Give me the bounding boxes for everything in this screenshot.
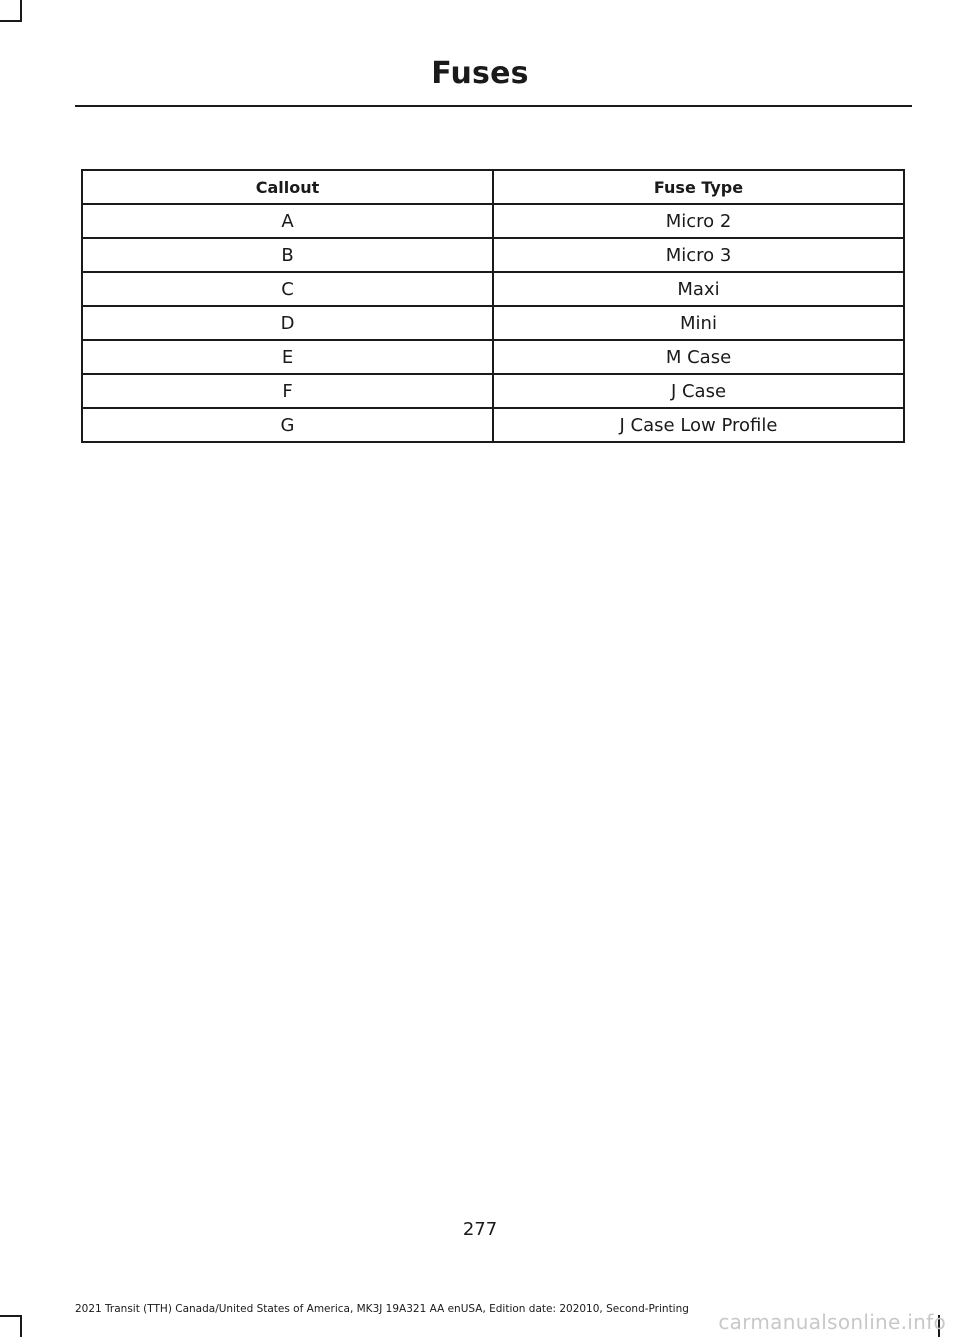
fuse-type-cell: J Case xyxy=(493,374,904,408)
table-row xyxy=(82,204,904,238)
edition-footer: 2021 Transit (TTH) Canada/United States of America, MK3J 19A321 AA enUSA, Edition date: 202010, Second-Printing xyxy=(75,1303,689,1315)
fuse-type-table xyxy=(81,169,905,443)
table-row xyxy=(82,340,904,374)
fuse-type-cell: Mini xyxy=(493,306,904,340)
callout-cell: E xyxy=(82,340,493,374)
crop-mark-top-left-vertical xyxy=(20,0,22,22)
watermark: carmanualsonline.info xyxy=(718,1310,946,1334)
callout-cell: G xyxy=(82,408,493,442)
fuse-type-cell: J Case Low Profile xyxy=(493,408,904,442)
table-row xyxy=(82,306,904,340)
fuse-type-cell: Micro 2 xyxy=(493,204,904,238)
callout-cell: D xyxy=(82,306,493,340)
page-title: Fuses xyxy=(431,56,529,91)
page-number: 277 xyxy=(462,1219,498,1240)
callout-cell: B xyxy=(82,238,493,272)
fuse-type-cell: Maxi xyxy=(493,272,904,306)
fuse-type-cell: M Case xyxy=(493,340,904,374)
callout-cell: C xyxy=(82,272,493,306)
fuse-type-cell: Micro 3 xyxy=(493,238,904,272)
table-header-row xyxy=(82,170,904,204)
table-row xyxy=(82,408,904,442)
column-header-fuse-type: Fuse Type xyxy=(493,170,904,204)
column-header-callout: Callout xyxy=(82,170,493,204)
crop-mark-bottom-left-horizontal xyxy=(0,1315,22,1317)
callout-cell: A xyxy=(82,204,493,238)
table-row xyxy=(82,238,904,272)
title-divider xyxy=(75,105,912,107)
table-row xyxy=(82,374,904,408)
crop-mark-top-left-horizontal xyxy=(0,20,22,22)
callout-cell: F xyxy=(82,374,493,408)
crop-mark-bottom-left-vertical xyxy=(20,1315,22,1337)
table-row xyxy=(82,272,904,306)
